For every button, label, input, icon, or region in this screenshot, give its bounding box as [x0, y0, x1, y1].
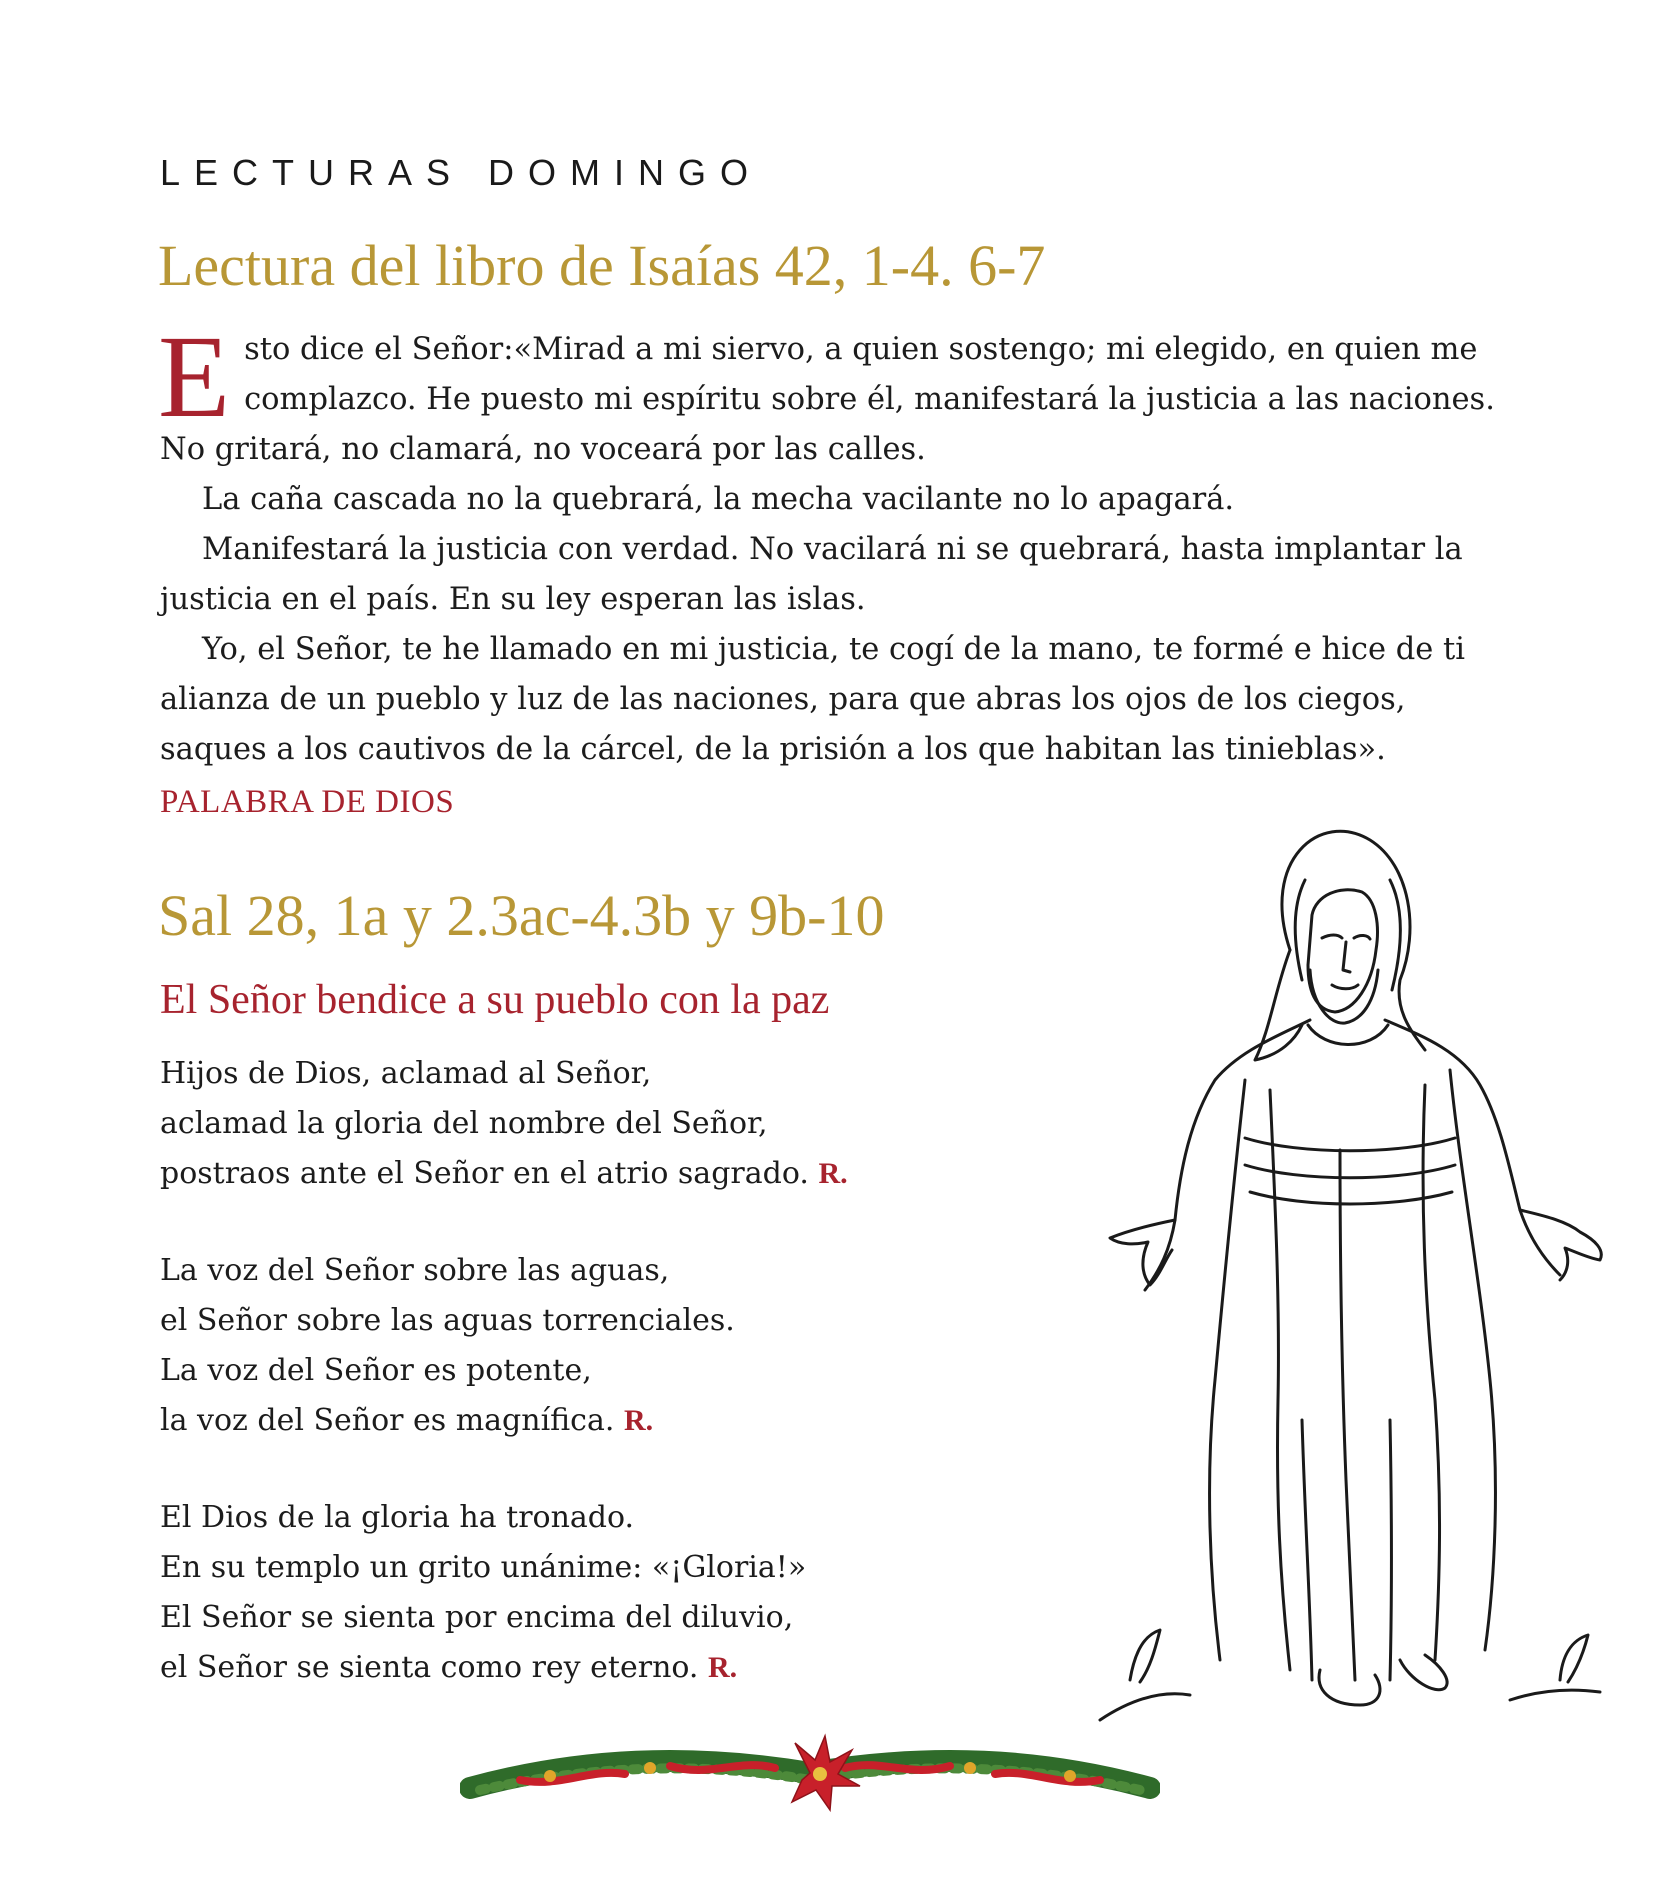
- reading-paragraph-text: sto dice el Señor:«Mirad a mi siervo, a quien sostengo; mi elegido, en quien me complazco. He puesto mi espíritu sobre él, manifestará la justicia a las naciones. No gritará, no clamará, no voceará por las calles.: [160, 332, 1495, 467]
- reading-paragraph: [158, 311, 1520, 475]
- stanza-line: [160, 1643, 1020, 1693]
- psalm-title: Sal 28, 1a y 2.3ac-4.3b y 9b-10: [158, 883, 885, 948]
- figure-face: [1308, 890, 1378, 1023]
- reading-paragraph: Manifestará la justicia con verdad. No vacilará ni se quebrará, hasta implantar la justicia en el país. En su ley esperan las islas.: [160, 532, 1463, 617]
- psalm-stanza: [160, 1246, 1020, 1446]
- stanza-line: [160, 1149, 1020, 1199]
- stanza-line: En su templo un grito unánime: «¡Gloria!»: [160, 1550, 807, 1585]
- stanza-line-text: el Señor se sienta como rey eterno.: [160, 1650, 699, 1685]
- psalm-refrain: El Señor bendice a su pueblo con la paz: [160, 977, 830, 1023]
- reading-paragraph: Yo, el Señor, te he llamado en mi justicia, te cogí de la mano, te formé e hice de ti alianza de un pueblo y luz de las naciones, para que abras los ojos de los ciegos, saques a los cautivos de la cárcel, de la prisión a los que habitan las tinieblas».: [160, 632, 1465, 767]
- reading-paragraph: La caña cascada no la quebrará, la mecha vacilante no lo apagará.: [202, 482, 1235, 517]
- figure-feet: [1319, 1655, 1447, 1705]
- stanza-line: el Señor sobre las aguas torrenciales.: [160, 1303, 735, 1338]
- stanza-line: El Señor se sienta por encima del diluvio,: [160, 1600, 794, 1635]
- stanza-line: aclamad la gloria del nombre del Señor,: [160, 1106, 768, 1141]
- stanza-line: [160, 1396, 1020, 1446]
- response-mark: R.: [818, 1157, 848, 1190]
- first-reading-body: [158, 311, 1520, 775]
- section-label: LECTURAS DOMINGO: [160, 152, 763, 193]
- stanza-line: Hijos de Dios, aclamad al Señor,: [160, 1056, 652, 1091]
- figure-hands: [1110, 1210, 1601, 1285]
- palabra-de-dios: PALABRA DE DIOS: [160, 784, 455, 820]
- response-mark: R.: [623, 1404, 654, 1437]
- psalm-stanza: [160, 1493, 1020, 1693]
- stanza-line: La voz del Señor es potente,: [160, 1353, 592, 1388]
- first-reading-title: Lectura del libro de Isaías 42, 1-4. 6-7: [158, 233, 1046, 298]
- response-mark: R.: [708, 1651, 738, 1684]
- figure-robe: [1145, 1020, 1560, 1680]
- drop-cap: E: [158, 311, 231, 442]
- stanza-line: La voz del Señor sobre las aguas,: [160, 1253, 670, 1288]
- jesus-figure-illustration: [1040, 820, 1630, 1740]
- stanza-line-text: la voz del Señor es magnífica.: [160, 1403, 615, 1438]
- psalm-stanza: [160, 1049, 1020, 1199]
- stanza-line-text: postraos ante el Señor en el atrio sagrado.: [160, 1156, 809, 1191]
- ground-plants: [1100, 1630, 1600, 1720]
- christmas-garland-icon: [460, 1728, 1160, 1828]
- stanza-line: El Dios de la gloria ha tronado.: [160, 1500, 635, 1535]
